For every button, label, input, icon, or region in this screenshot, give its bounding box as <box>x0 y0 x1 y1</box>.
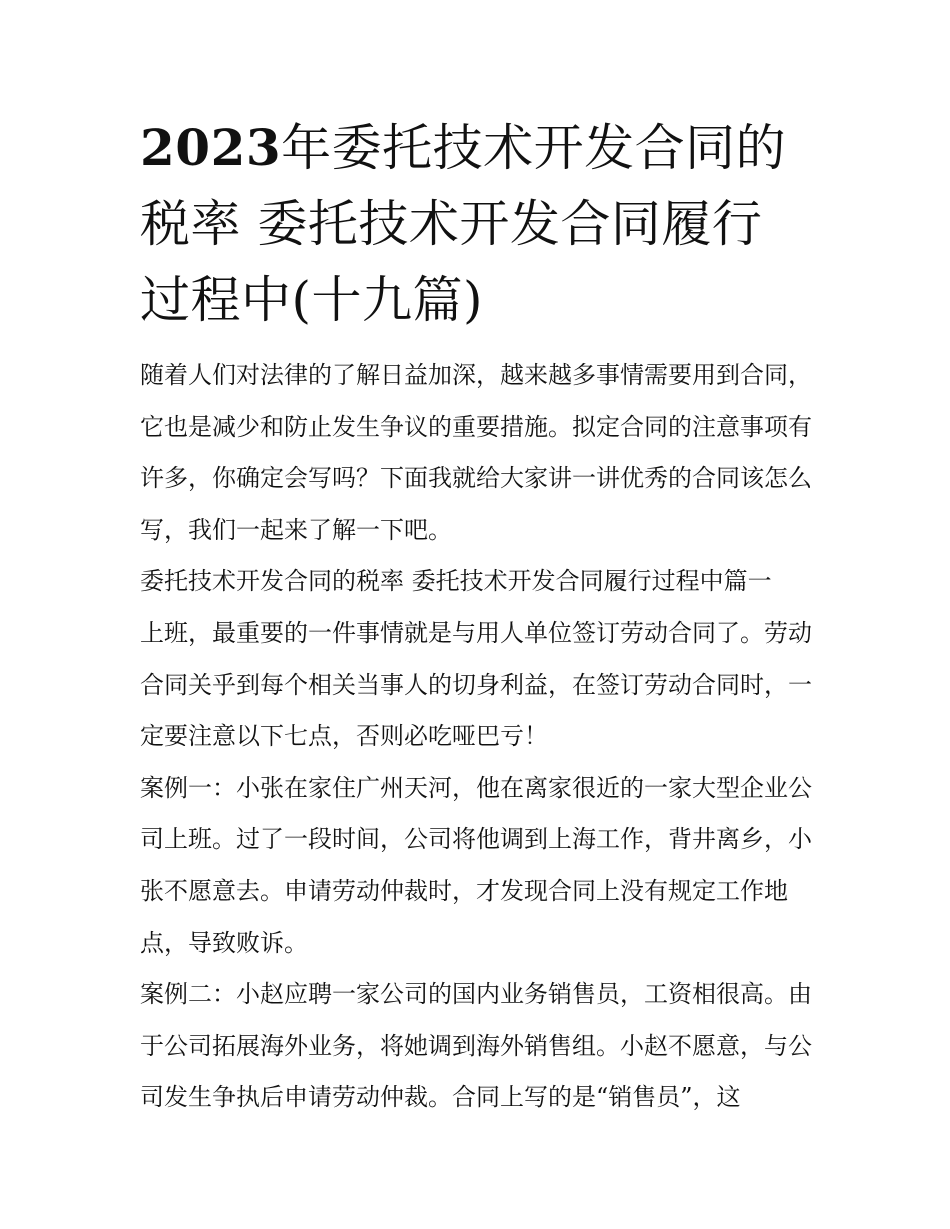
section-heading: 委托技术开发合同的税率 委托技术开发合同履行过程中篇一 <box>140 567 772 596</box>
body-paragraph: 上班，最重要的一件事情就是与用人单位签订劳动合同了。劳动合同关乎到每个相关当事人的切身利益，在签订劳动合同时，一定要注意以下七点，否则必吃哑巴亏！ <box>140 618 812 751</box>
document-title <box>140 110 810 338</box>
title-text: 年委托技术开发合同的税率 委托技术开发合同履行过程中(十九篇) <box>140 119 787 329</box>
document-body <box>140 350 812 1124</box>
case-one-paragraph: 案例一：小张在家住广州天河，他在离家很近的一家大型企业公司上班。过了一段时间，公司将他调到上海工作，背井离乡，小张不愿意去。申请劳动仲裁时，才发现合同上没有规定工作地点，导致败诉。 <box>140 773 812 957</box>
title-year: 2023 <box>140 118 282 177</box>
intro-paragraph: 随着人们对法律的了解日益加深，越来越多事情需要用到合同，它也是减少和防止发生争议的重要措施。拟定合同的注意事项有许多，你确定会写吗？下面我就给大家讲一讲优秀的合同该怎么写，我们一起来了解一下吧。 <box>140 361 812 544</box>
case-two-paragraph: 案例二：小赵应聘一家公司的国内业务销售员，工资相很高。由于公司拓展海外业务，将她调到海外销售组。小赵不愿意，与公司发生争执后申请劳动仲裁。合同上写的是“销售员”，这 <box>140 980 812 1112</box>
document-page <box>140 110 820 1124</box>
